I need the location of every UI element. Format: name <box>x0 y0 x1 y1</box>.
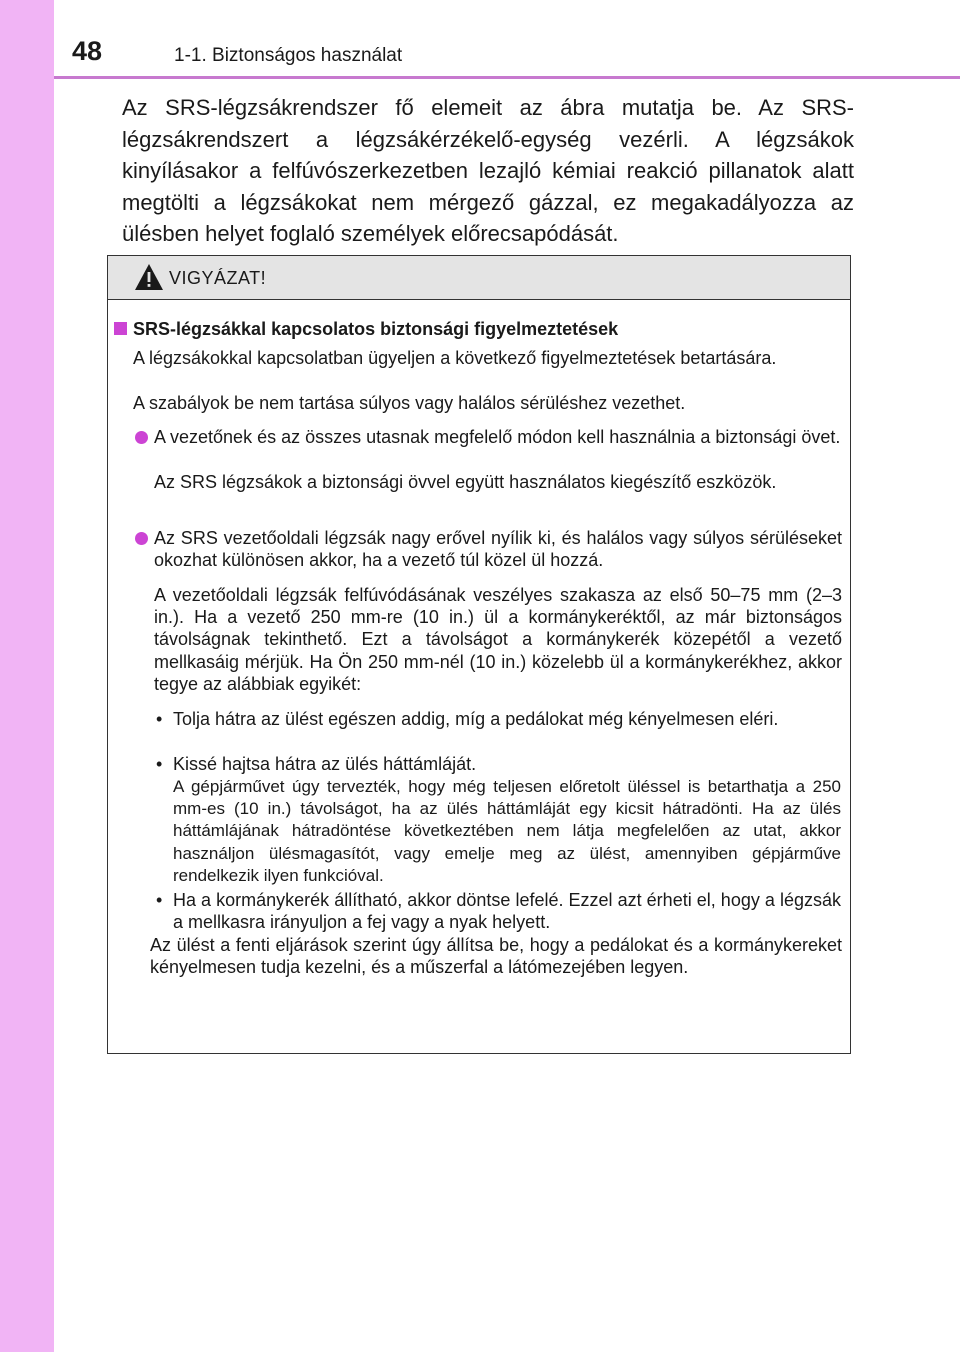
page-number: 48 <box>72 36 103 66</box>
caution-intro-text: A légzsákokkal kapcsolatban ügyeljen a következő figyelmeztetések betartására. <box>133 348 777 368</box>
caution-box <box>107 255 851 1054</box>
caution-header <box>108 256 850 300</box>
recline-note-text: A gépjárművet úgy tervezték, hogy még teljesen előretolt üléssel is betarthatja a 250 mm-es (10 in.) távolságot, ha az ülés háttámláját egy kicsit hátradönti. Ha az ülés háttámlájának hátradöntése következtében nem látja megfelelően az utat, akkor használjon ülésmagasítót, vagy emelje meg az ülést, amennyiben gépjárműve rendelkezik ilyen funkcióval. <box>173 777 841 885</box>
square-bullet-icon <box>114 322 127 335</box>
circle-bullet-icon <box>135 431 148 444</box>
driver-airbag-warning-text: Az SRS vezetőoldali légzsák nagy erővel nyílik ki, és halálos vagy súlyos sérüléseket okozhat különösen akkor, ha a vezető túl közel ül hozzá. <box>154 528 842 571</box>
bullet-move-seat-text: Tolja hátra az ülést egészen addig, míg a pedálokat még kényelmesen eléri. <box>173 709 779 729</box>
caution-consequence-text: A szabályok be nem tartása súlyos vagy halálos sérüléshez vezethet. <box>133 393 686 413</box>
list-bullet: • <box>156 890 163 910</box>
caution-heading <box>114 318 834 340</box>
section-title: 1-1. Biztonságos használat <box>174 45 403 66</box>
closing-text: Az ülést a fenti eljárások szerint úgy állítsa be, hogy a pedálokat és a kormánykereket kényelmesen tudja kezelni, és a műszerfal a látómezejében legyen. <box>150 935 842 978</box>
side-tab-strip <box>0 0 54 1352</box>
bullet-steering-text: Ha a kormánykerék állítható, akkor döntse lefelé. Ezzel azt érheti el, hogy a légzsák a mellkasra irányuljon a fej vagy a nyak helyett. <box>173 890 841 933</box>
supplemental-restraint-text: Az SRS légzsákok a biztonsági övvel együtt használatos kiegészítő eszközök. <box>154 472 777 492</box>
list-bullet: • <box>156 754 163 774</box>
warning-triangle-icon <box>134 263 164 291</box>
caution-heading-text: SRS-légzsákkal kapcsolatos biztonsági figyelmeztetések <box>133 319 619 339</box>
caution-label: VIGYÁZAT! <box>169 268 267 288</box>
list-bullet: • <box>156 709 163 729</box>
intro-paragraph: Az SRS-légzsákrendszer fő elemeit az ábra mutatja be. Az SRS-légzsákrendszert a légzsákérzékelő-egység vezérli. A légzsákok kinyílásakor a felfúvószerkezetben lezajló kémiai reakció pillanatok alatt megtölti a légzsákokat nem mérgező gázzal, ez megakadályozza az ülésben helyet foglaló személyek előrecsapódását. <box>122 95 854 247</box>
distance-explanation-text: A vezetőoldali légzsák felfúvódásának veszélyes szakasza az első 50–75 mm (2–3 in.). Ha a vezető 250 mm-re (10 in.) ül a kormánykeréktől, az már biztonságos távolságnak tekinthető. Ezt a távolságot a kormánykerék közepétől a vezető mellkasáig mérjük. Ha Ön 250 mm-nél (10 in.) közelebb ül a kormánykerékhez, akkor tegye az alábbiak egyikét: <box>154 585 842 694</box>
header-rule <box>54 76 960 79</box>
seatbelt-warning-text: A vezetőnek és az összes utasnak megfelelő módon kell használnia a biztonsági övet. <box>154 427 841 447</box>
bullet-recline-text: Kissé hajtsa hátra az ülés háttámláját. <box>173 754 477 774</box>
circle-bullet-icon <box>135 532 148 545</box>
